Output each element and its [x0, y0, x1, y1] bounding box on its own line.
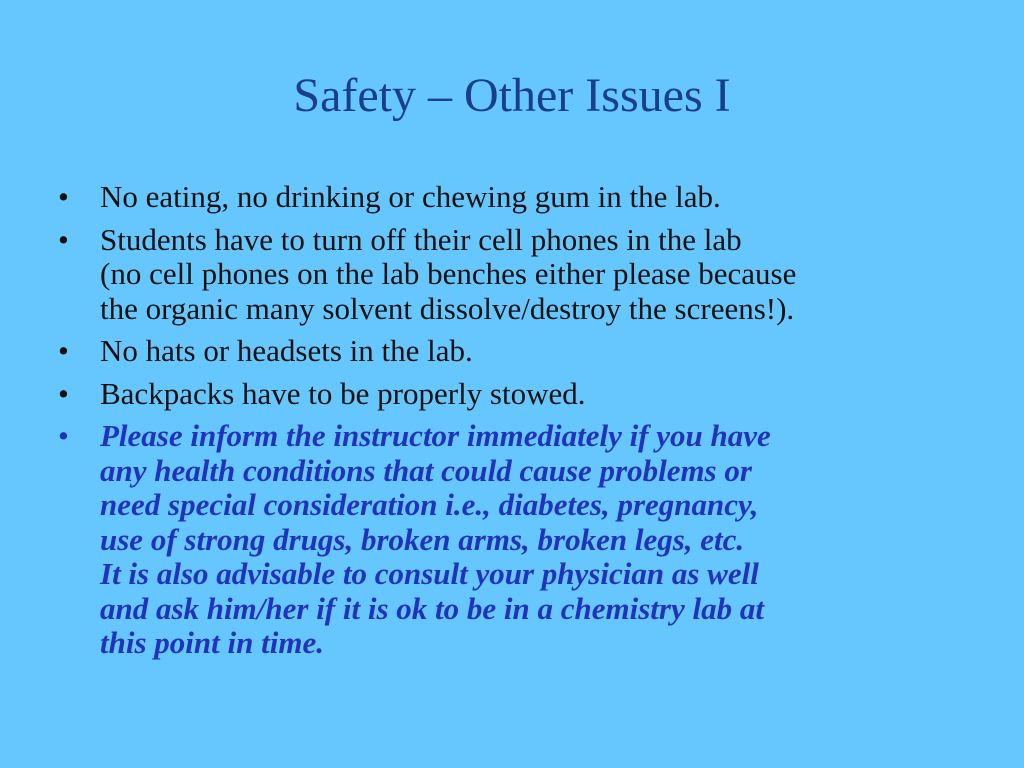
- bullet-item-health-conditions: [58, 419, 958, 661]
- bullet-dot-icon: •: [58, 179, 69, 214]
- bullet-line: (no cell phones on the lab benches either please because: [100, 256, 797, 291]
- bullet-dot-icon: •: [58, 333, 69, 368]
- bullet-item-no-eating: [58, 180, 958, 215]
- bullet-list: [58, 180, 958, 669]
- bullet-dot-icon: •: [58, 375, 69, 411]
- bullet-item-backpacks: [58, 377, 958, 412]
- bullet-line: the organic many solvent dissolve/destroy the screens!).: [100, 290, 795, 326]
- bullet-dot-icon: •: [58, 418, 69, 453]
- bullet-line: No eating, no drinking or chewing gum in the lab.: [100, 179, 721, 214]
- bullet-line: Backpacks have to be properly stowed.: [100, 375, 586, 411]
- bullet-line: It is also advisable to consult your physician as well: [100, 556, 759, 591]
- bullet-line: any health conditions that could cause problems or: [100, 452, 752, 488]
- bullet-line: Please inform the instructor immediately if you have: [100, 418, 771, 453]
- bullet-line: use of strong drugs, broken arms, broken legs, etc.: [100, 521, 745, 557]
- bullet-line: this point in time.: [100, 625, 324, 660]
- bullet-dot-icon: •: [58, 221, 69, 257]
- bullet-line: Students have to turn off their cell phones in the lab: [100, 221, 742, 257]
- bullet-item-cell-phones: [58, 223, 958, 327]
- bullet-line: need special consideration i.e., diabetes, pregnancy,: [100, 487, 759, 522]
- bullet-line: No hats or headsets in the lab.: [100, 333, 473, 368]
- bullet-item-no-hats: [58, 334, 958, 369]
- bullet-line: and ask him/her if it is ok to be in a chemistry lab at: [100, 590, 764, 626]
- slide-title: Safety – Other Issues I: [293, 69, 731, 122]
